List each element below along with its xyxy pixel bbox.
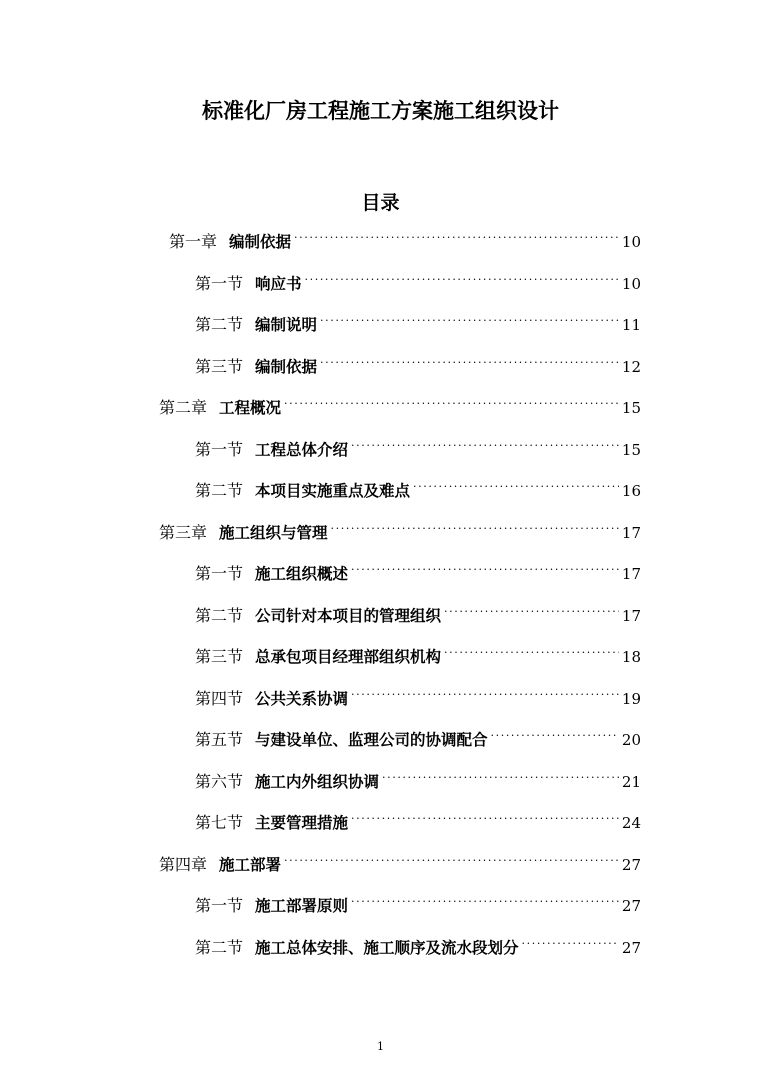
- toc-entry-page: 16: [621, 482, 641, 500]
- document-title: 标准化厂房工程施工方案施工组织设计: [202, 99, 559, 123]
- toc-entry-chapter[interactable]: [0, 383, 761, 425]
- toc-entry-page: 24: [621, 814, 641, 832]
- toc-entry-label: 第一章: [169, 232, 218, 251]
- toc-dot-leader: [284, 840, 619, 870]
- toc-entry-chapter[interactable]: [0, 508, 761, 550]
- toc-dot-leader: [294, 217, 619, 247]
- toc-entry-text: 施工内外组织协调: [255, 772, 380, 791]
- toc-dot-leader: [382, 757, 619, 787]
- toc-entry-label: 第三节: [195, 356, 244, 376]
- toc-dot-leader: [522, 923, 619, 953]
- toc-entry-text: 施工总体安排、施工顺序及流水段划分: [255, 938, 519, 957]
- toc-entry-label: 第二节: [195, 605, 244, 625]
- toc-entry-page: 10: [621, 233, 641, 251]
- toc-entry-text: 施工组织与管理: [219, 523, 328, 542]
- toc-entry-page: 10: [621, 274, 641, 293]
- toc-entry-text: 施工组织概述: [255, 565, 349, 583]
- toc-entry-section[interactable]: [0, 259, 761, 301]
- toc-entry-section[interactable]: [0, 300, 761, 342]
- toc-entry-section[interactable]: [0, 757, 761, 799]
- toc-entry-label: 第四章: [159, 854, 208, 874]
- toc-entry-page: 17: [621, 523, 641, 542]
- toc-dot-leader: [351, 798, 619, 828]
- table-of-contents: [0, 217, 761, 964]
- toc-entry-text: 公司针对本项目的管理组织: [255, 606, 442, 625]
- toc-entry-page: 15: [621, 399, 641, 417]
- toc-entry-text: 与建设单位、监理公司的协调配合: [255, 731, 488, 749]
- toc-entry-text: 编制依据: [255, 357, 318, 376]
- toc-entry-page: 18: [621, 648, 641, 666]
- toc-entry-label: 第一节: [195, 564, 244, 583]
- toc-dot-leader: [351, 425, 619, 455]
- toc-entry-label: 第五节: [195, 730, 244, 749]
- toc-entry-text: 本项目实施重点及难点: [255, 482, 411, 500]
- toc-dot-leader: [320, 342, 619, 372]
- toc-entry-page: 11: [621, 316, 641, 334]
- toc-dot-leader: [444, 591, 619, 621]
- toc-entry-text: 工程概况: [219, 399, 282, 417]
- toc-entry-text: 响应书: [255, 274, 302, 293]
- toc-entry-section[interactable]: [0, 798, 761, 840]
- toc-entry-section[interactable]: [0, 923, 761, 965]
- toc-entry-page: 27: [621, 855, 641, 874]
- toc-entry-page: 17: [621, 565, 641, 583]
- toc-entry-text: 编制依据: [229, 233, 292, 251]
- toc-entry-page: 20: [621, 731, 641, 749]
- toc-entry-section[interactable]: [0, 881, 761, 923]
- toc-entry-label: 第二节: [195, 315, 244, 334]
- toc-entry-text: 施工部署: [219, 855, 282, 874]
- toc-entry-text: 总承包项目经理部组织机构: [255, 648, 442, 666]
- page-number: 1: [377, 1040, 384, 1053]
- toc-entry-label: 第二节: [195, 481, 244, 500]
- toc-entry-page: 27: [621, 938, 641, 957]
- toc-entry-section[interactable]: [0, 466, 761, 508]
- toc-entry-page: 15: [621, 440, 641, 459]
- toc-dot-leader: [351, 674, 619, 704]
- toc-entry-label: 第二节: [195, 937, 244, 957]
- toc-entry-text: 公共关系协调: [255, 689, 349, 708]
- toc-entry-label: 第七节: [195, 813, 244, 832]
- toc-dot-leader: [413, 466, 619, 496]
- toc-entry-page: 12: [621, 357, 641, 376]
- toc-entry-label: 第六节: [195, 771, 244, 791]
- toc-entry-chapter[interactable]: [0, 217, 761, 259]
- toc-entry-text: 施工部署原则: [255, 897, 349, 915]
- toc-entry-section[interactable]: [0, 674, 761, 716]
- toc-entry-chapter[interactable]: [0, 840, 761, 882]
- toc-entry-section[interactable]: [0, 549, 761, 591]
- toc-entry-label: 第三节: [195, 647, 244, 666]
- toc-entry-text: 编制说明: [255, 316, 318, 334]
- toc-entry-section[interactable]: [0, 342, 761, 384]
- toc-entry-text: 主要管理措施: [255, 814, 349, 832]
- toc-entry-section[interactable]: [0, 425, 761, 467]
- toc-dot-leader: [331, 508, 619, 538]
- toc-entry-text: 工程总体介绍: [255, 440, 349, 459]
- toc-entry-label: 第三章: [159, 522, 208, 542]
- toc-dot-leader: [351, 881, 619, 911]
- toc-entry-label: 第二章: [159, 398, 208, 417]
- toc-dot-leader: [320, 300, 619, 330]
- toc-entry-label: 第四节: [195, 688, 244, 708]
- toc-entry-page: 27: [621, 897, 641, 915]
- toc-dot-leader: [284, 383, 619, 413]
- toc-entry-section[interactable]: [0, 632, 761, 674]
- toc-entry-page: 19: [621, 689, 641, 708]
- toc-dot-leader: [491, 715, 619, 745]
- toc-entry-label: 第一节: [195, 273, 244, 293]
- toc-heading: 目录: [361, 192, 400, 214]
- toc-entry-page: 17: [621, 606, 641, 625]
- toc-entry-section[interactable]: [0, 591, 761, 633]
- toc-dot-leader: [305, 259, 619, 289]
- toc-dot-leader: [444, 632, 619, 662]
- toc-entry-page: 21: [621, 772, 641, 791]
- toc-entry-label: 第一节: [195, 896, 244, 915]
- toc-entry-label: 第一节: [195, 439, 244, 459]
- toc-entry-section[interactable]: [0, 715, 761, 757]
- toc-dot-leader: [351, 549, 619, 579]
